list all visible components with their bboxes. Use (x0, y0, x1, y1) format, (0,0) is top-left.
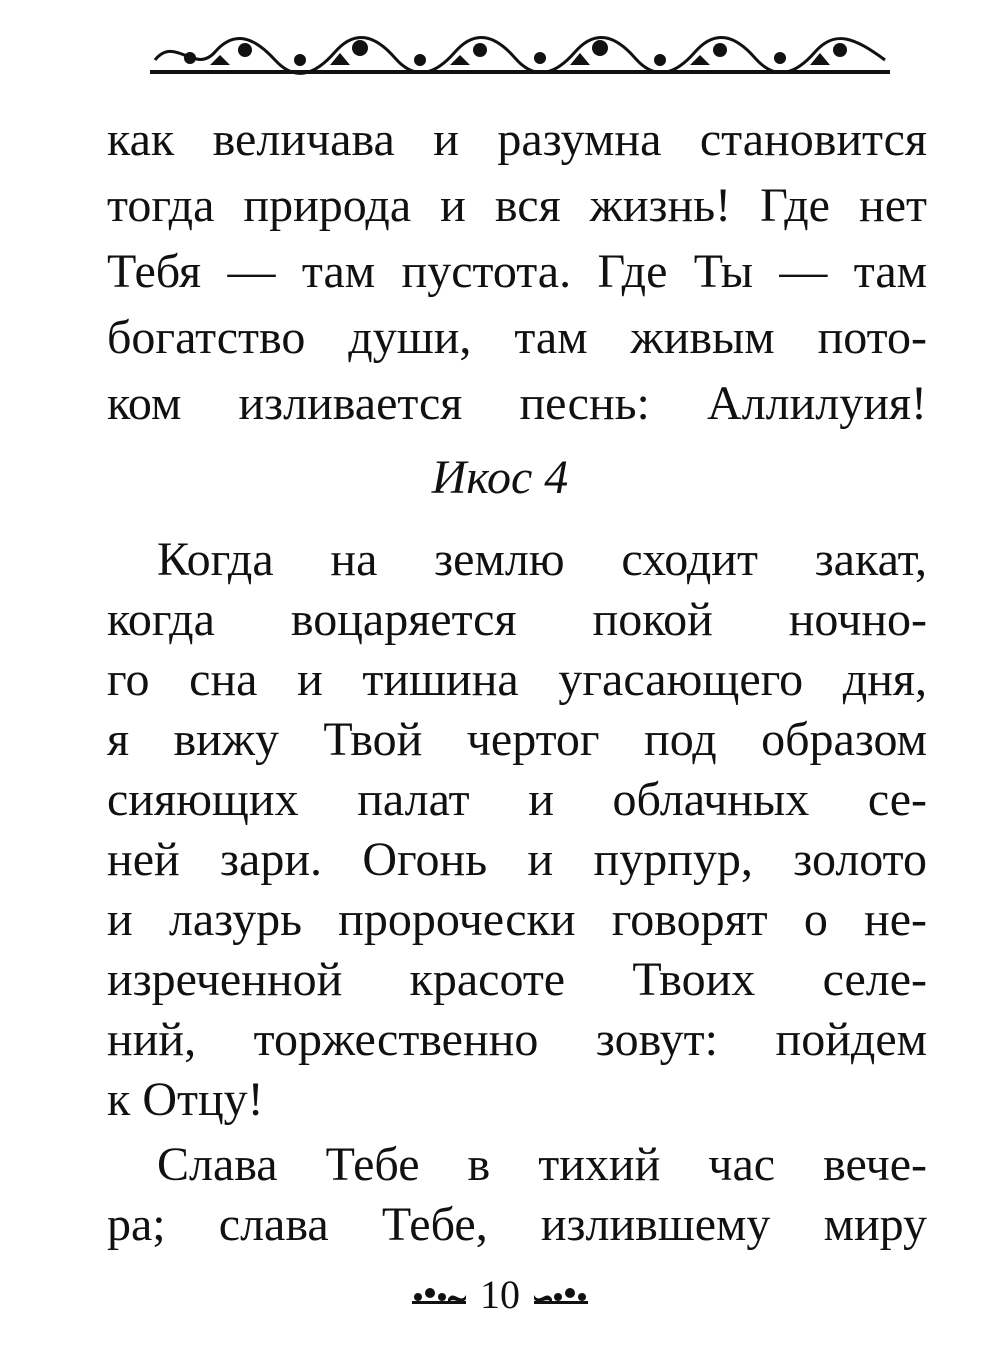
text-line: Тебя — там пустота. Где Ты — там (107, 245, 927, 298)
floral-flourish-icon (408, 1283, 468, 1307)
text-line: Когда на землю сходит закат, (157, 533, 927, 586)
section-heading: Икос 4 (431, 451, 569, 504)
text-line: ком изливается песнь: Аллилуия! (107, 377, 927, 430)
text-line: и лазурь пророчески говорят о не- (107, 893, 927, 946)
floral-flourish-icon (532, 1283, 592, 1307)
text-line: когда воцаряется покой ночно- (107, 593, 927, 646)
text-line: изреченной красоте Твоих селе- (107, 953, 927, 1006)
text-line: к Отцу! (107, 1073, 264, 1126)
text-line: тогда природа и вся жизнь! Где нет (107, 179, 927, 232)
text-line: я вижу Твой чертог под образом (107, 713, 927, 766)
text-line: ний, торжественно зовут: пойдем (107, 1013, 927, 1066)
text-line: Слава Тебе в тихий час вече- (157, 1138, 927, 1191)
text-line: богатство души, там живым пото- (107, 311, 927, 364)
text-line: ра; слава Тебе, излившему миру (107, 1198, 927, 1251)
page-footer (0, 1270, 1000, 1320)
text-line: сияющих палат и облачных се- (107, 773, 927, 826)
text-line: как величава и разумна становится (107, 113, 927, 166)
floral-border-ornament-icon (150, 30, 890, 80)
text-line: ней зари. Огонь и пурпур, золото (107, 833, 927, 886)
page-number: 10 (480, 1272, 520, 1317)
text-line: го сна и тишина угасающего дня, (107, 653, 927, 706)
